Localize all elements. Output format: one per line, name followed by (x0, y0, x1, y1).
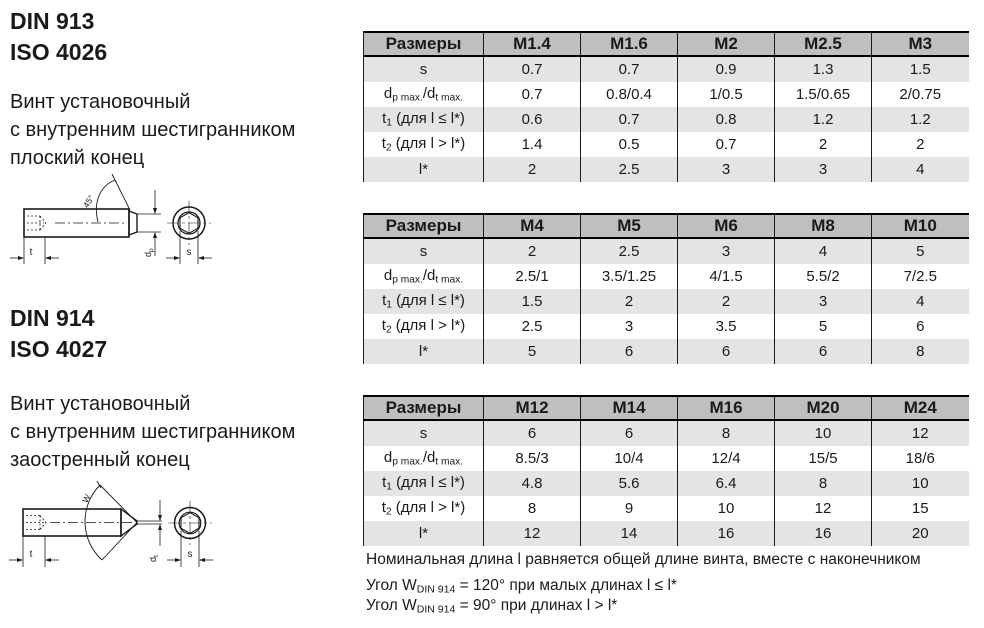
value-cell: 6.4 (678, 471, 775, 496)
value-cell: 3.5/1.25 (581, 264, 678, 289)
dimension-t (9, 536, 59, 567)
dimension-dp (137, 190, 161, 256)
value-cell: 2.5 (484, 314, 581, 339)
header-cell-size: M2.5 (775, 32, 872, 56)
standard-heading-din913 (10, 6, 107, 68)
value-cell: 5 (484, 339, 581, 364)
value-cell: 12 (872, 420, 969, 446)
angle-label: 45° (80, 193, 97, 210)
description-line: Винт установочный (10, 91, 191, 113)
value-cell: 0.5 (581, 132, 678, 157)
row-label-cell (364, 314, 484, 339)
value-cell: 1/0.5 (678, 82, 775, 107)
row-label-cell (364, 289, 484, 314)
subscript-text: DIN 914 (416, 583, 456, 596)
table-row (364, 132, 969, 157)
description-line: с внутренним шестигранником (10, 119, 296, 141)
header-cell-size: M6 (678, 214, 775, 238)
text-run: Угол W (366, 577, 417, 594)
text-run: s (419, 425, 428, 442)
value-cell: 7/2.5 (872, 264, 969, 289)
value-cell: 2 (581, 289, 678, 314)
text-run: l* (418, 161, 429, 178)
value-cell: 2.5/1 (484, 264, 581, 289)
text-run: /d (422, 449, 436, 467)
angle-label: W (80, 492, 93, 505)
value-cell: 5 (775, 314, 872, 339)
standard-heading-din914 (10, 303, 107, 365)
table-row (364, 289, 969, 314)
value-cell: 12/4 (678, 446, 775, 471)
text-run: /d (422, 267, 436, 285)
flat-point-screw-drawing (0, 160, 250, 290)
value-cell: 1.2 (872, 107, 969, 132)
subscript-text: 2 (385, 506, 392, 518)
header-cell-size: M2 (678, 32, 775, 56)
subscript-text: DIN 914 (416, 603, 456, 616)
row-label-cell (364, 132, 484, 157)
table-header-row (364, 396, 969, 420)
header-cell-size: M10 (872, 214, 969, 238)
header-cell-size: M1.6 (581, 32, 678, 56)
text-run: (для l ≤ l*) (391, 110, 465, 128)
dimensions-table (363, 213, 969, 364)
cone-angle-callout (85, 481, 137, 560)
value-cell: 8 (484, 496, 581, 521)
description-line: заостренный конец (10, 449, 190, 471)
text-run: t (382, 110, 387, 128)
header-cell-size: M14 (581, 396, 678, 420)
description-line: плоский конец (10, 147, 145, 169)
standard-code-din: DIN 913 (10, 8, 95, 34)
subscript-text: p max. (392, 92, 423, 104)
value-cell: 3 (678, 157, 775, 182)
subscript-text: 2 (385, 142, 392, 154)
header-cell-size: M8 (775, 214, 872, 238)
value-cell: 3 (775, 289, 872, 314)
value-cell: 2.5 (581, 238, 678, 264)
subscript-text: t max. (435, 274, 464, 286)
s-dimension-label: s (186, 247, 192, 258)
subscript-text: 1 (386, 481, 392, 493)
subscript-text: 2 (385, 324, 392, 336)
text-run: t (381, 317, 386, 335)
table-header-row (364, 32, 969, 56)
text-run: Угол W (366, 597, 417, 614)
dt-dimension-label: $d_t$ (148, 555, 160, 562)
t-dimension-label: t (29, 549, 33, 560)
value-cell: 12 (484, 521, 581, 546)
value-cell: 0.8/0.4 (581, 82, 678, 107)
value-cell: 2 (484, 157, 581, 182)
value-cell: 6 (581, 420, 678, 446)
dp-dimension-label: $d_p$ (143, 248, 155, 257)
subscript-text: p max. (392, 456, 423, 468)
standard-code-iso: ISO 4026 (10, 39, 108, 65)
dimensions-table-m4-m10 (363, 213, 969, 364)
table-row (364, 521, 969, 546)
row-label-cell (364, 339, 484, 364)
header-cell-size: M24 (872, 396, 969, 420)
table-row (364, 339, 969, 364)
value-cell: 4 (775, 238, 872, 264)
table-row (364, 420, 969, 446)
value-cell: 5.6 (581, 471, 678, 496)
value-cell: 16 (678, 521, 775, 546)
value-cell: 0.8 (678, 107, 775, 132)
table-row (364, 314, 969, 339)
dimensions-table-m12-m24 (363, 395, 969, 546)
value-cell: 15/5 (775, 446, 872, 471)
value-cell: 2 (484, 238, 581, 264)
text-run: t (382, 474, 387, 492)
text-run: (для l > l*) (391, 499, 466, 517)
header-cell-size: M1.4 (484, 32, 581, 56)
value-cell: 10/4 (581, 446, 678, 471)
row-label-cell (364, 420, 484, 446)
note-angle-120 (366, 577, 677, 596)
table-row (364, 56, 969, 82)
screw-side-view (10, 174, 161, 264)
text-run: Номинальная длина l равняется общей длине винта, вместе с наконечником (366, 551, 921, 568)
dimensions-table (363, 31, 969, 182)
row-label-cell (364, 496, 484, 521)
value-cell: 0.7 (581, 107, 678, 132)
text-run: (для l ≤ l*) (391, 292, 465, 310)
standard-code-iso: ISO 4027 (10, 336, 108, 362)
value-cell: 4.8 (484, 471, 581, 496)
value-cell: 2/0.75 (872, 82, 969, 107)
value-cell: 8 (775, 471, 872, 496)
text-run: = 120° при малых длинах l ≤ l* (455, 577, 677, 594)
row-label-cell (364, 82, 484, 107)
value-cell: 1.4 (484, 132, 581, 157)
t-dimension-label: t (29, 247, 33, 258)
header-cell-size: M4 (484, 214, 581, 238)
value-cell: 18/6 (872, 446, 969, 471)
value-cell: 2 (872, 132, 969, 157)
value-cell: 20 (872, 521, 969, 546)
hex-socket-hidden-lines (27, 216, 46, 230)
text-run: (для l > l*) (391, 135, 466, 153)
table-row (364, 471, 969, 496)
text-run: (для l > l*) (391, 317, 466, 335)
value-cell: 1.2 (775, 107, 872, 132)
row-label-cell (364, 446, 484, 471)
subscript-text: 1 (386, 117, 392, 129)
header-cell-size: M20 (775, 396, 872, 420)
table-row (364, 446, 969, 471)
dimensions-table-m1.4-m3 (363, 31, 969, 182)
value-cell: 0.9 (678, 56, 775, 82)
value-cell: 3 (678, 238, 775, 264)
text-run: t (381, 135, 386, 153)
table-row (364, 107, 969, 132)
dimensions-table (363, 395, 969, 546)
value-cell: 6 (484, 420, 581, 446)
value-cell: 8.5/3 (484, 446, 581, 471)
value-cell: 3 (775, 157, 872, 182)
row-label-cell (364, 107, 484, 132)
header-cell-size: M5 (581, 214, 678, 238)
value-cell: 4/1.5 (678, 264, 775, 289)
subscript-text: 1 (386, 299, 392, 311)
chamfer-angle-callout (96, 174, 130, 222)
header-cell-size: M16 (678, 396, 775, 420)
table-row (364, 157, 969, 182)
value-cell: 2 (678, 289, 775, 314)
value-cell: 0.7 (678, 132, 775, 157)
header-cell-dimensions: Размеры (364, 32, 484, 56)
header-cell-dimensions: Размеры (364, 214, 484, 238)
text-run: d (383, 267, 393, 285)
value-cell: 0.6 (484, 107, 581, 132)
text-run: l* (418, 343, 429, 360)
text-run: (для l ≤ l*) (391, 474, 465, 492)
subscript-text: t max. (435, 92, 464, 104)
text-run: l* (418, 525, 429, 542)
value-cell: 6 (872, 314, 969, 339)
value-cell: 2 (775, 132, 872, 157)
description-line: Винт установочный (10, 393, 191, 415)
text-run: /d (422, 85, 436, 103)
value-cell: 4 (872, 157, 969, 182)
value-cell: 1.3 (775, 56, 872, 82)
value-cell: 1.5 (872, 56, 969, 82)
value-cell: 10 (775, 420, 872, 446)
note-angle-90 (366, 597, 617, 616)
subscript-text: p max. (392, 274, 423, 286)
value-cell: 10 (872, 471, 969, 496)
text-run: t (381, 499, 386, 517)
table-row (364, 496, 969, 521)
header-cell-dimensions: Размеры (364, 396, 484, 420)
note-nominal-length (366, 551, 921, 569)
description-line: с внутренним шестигранником (10, 421, 296, 443)
text-run: s (419, 243, 428, 260)
text-run: = 90° при длинах l > l* (455, 597, 618, 614)
table-header-row (364, 214, 969, 238)
hex-socket-hidden-lines (26, 516, 46, 530)
value-cell: 6 (678, 339, 775, 364)
text-run: d (383, 449, 393, 467)
subscript-text: t max. (435, 456, 464, 468)
table-row (364, 264, 969, 289)
value-cell: 14 (581, 521, 678, 546)
row-label-cell (364, 264, 484, 289)
table-row (364, 82, 969, 107)
value-cell: 0.7 (484, 82, 581, 107)
row-label-cell (364, 157, 484, 182)
value-cell: 15 (872, 496, 969, 521)
cone-point-screw-drawing (0, 462, 250, 602)
value-cell: 8 (678, 420, 775, 446)
text-run: s (419, 61, 428, 78)
row-label-cell (364, 238, 484, 264)
dimension-t (10, 237, 59, 264)
value-cell: 1.5/0.65 (775, 82, 872, 107)
value-cell: 10 (678, 496, 775, 521)
value-cell: 2.5 (581, 157, 678, 182)
s-dimension-label: s (187, 549, 193, 560)
value-cell: 8 (872, 339, 969, 364)
row-label-cell (364, 56, 484, 82)
row-label-cell (364, 471, 484, 496)
value-cell: 12 (775, 496, 872, 521)
value-cell: 4 (872, 289, 969, 314)
standard-code-din: DIN 914 (10, 305, 95, 331)
value-cell: 3.5 (678, 314, 775, 339)
value-cell: 0.7 (484, 56, 581, 82)
value-cell: 3 (581, 314, 678, 339)
dimension-dt (158, 500, 162, 546)
header-cell-size: M3 (872, 32, 969, 56)
header-cell-size: M12 (484, 396, 581, 420)
table-row (364, 238, 969, 264)
value-cell: 9 (581, 496, 678, 521)
value-cell: 16 (775, 521, 872, 546)
row-label-cell (364, 521, 484, 546)
value-cell: 6 (581, 339, 678, 364)
text-run: d (383, 85, 393, 103)
value-cell: 1.5 (484, 289, 581, 314)
value-cell: 5 (872, 238, 969, 264)
text-run: t (382, 292, 387, 310)
value-cell: 0.7 (581, 56, 678, 82)
value-cell: 5.5/2 (775, 264, 872, 289)
value-cell: 6 (775, 339, 872, 364)
